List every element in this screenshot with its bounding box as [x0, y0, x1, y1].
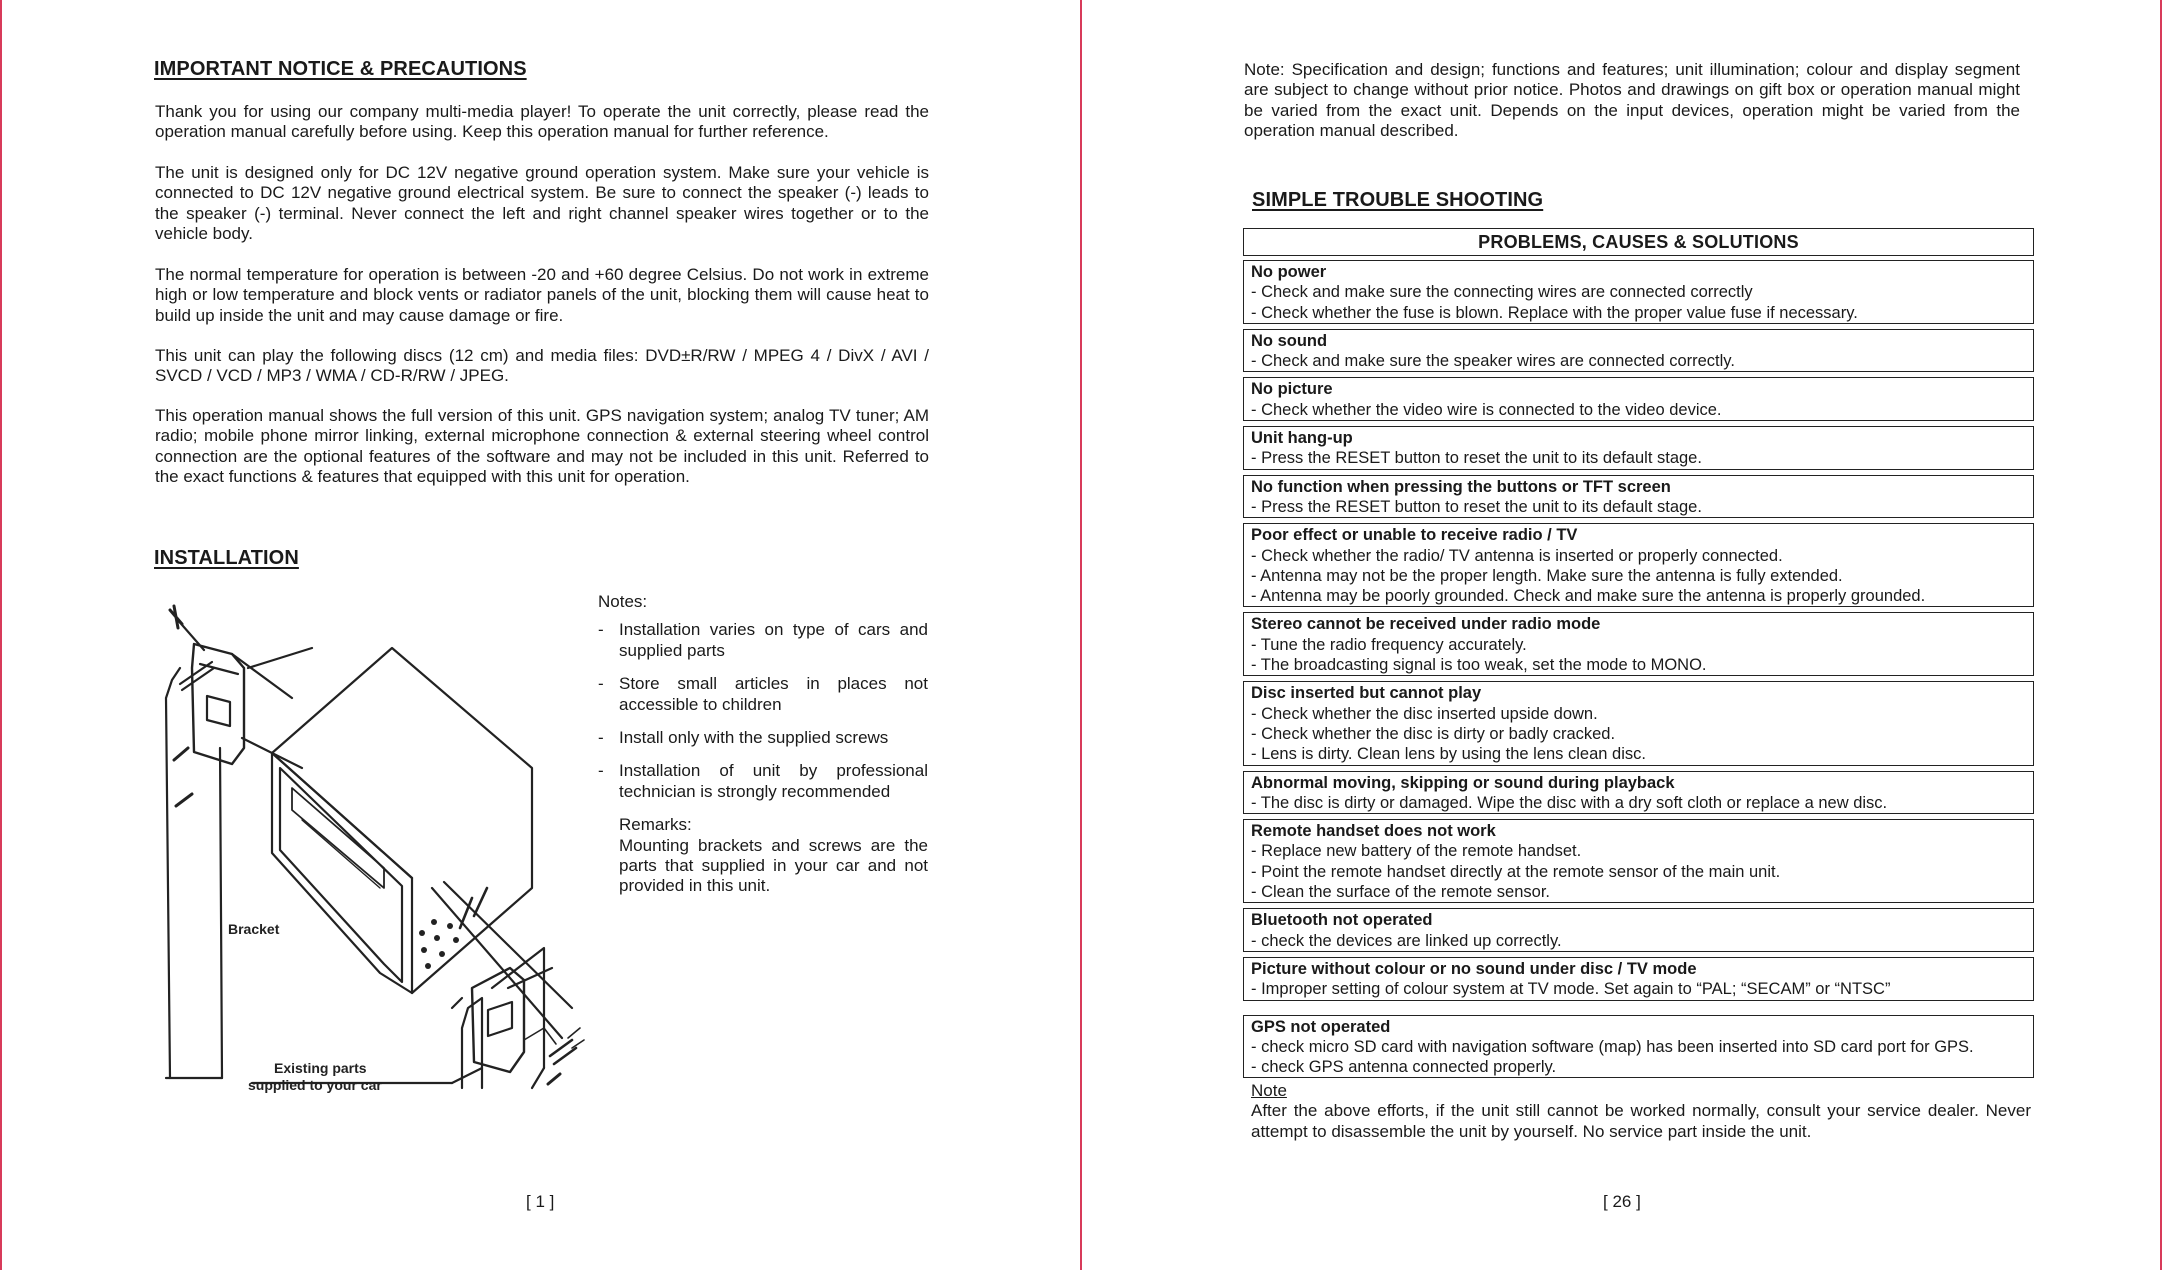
- table-row: [1243, 957, 2034, 1001]
- remarks-title: Remarks:: [619, 815, 692, 835]
- solution-line: - check the devices are linked up correctly.: [1251, 931, 1562, 950]
- page-number-left: [ 1 ]: [526, 1192, 555, 1211]
- label-supplied-to-car: supplied to your car: [248, 1077, 382, 1093]
- closing-note: [1251, 1081, 2031, 1142]
- note-item: [598, 620, 928, 661]
- specification-note: Note: Specification and design; functions and features; unit illumination; colour and display segment are subject to change without prior notice. Photos and drawings on gift box or operation manual might be varied from the exact unit. Depends on the input devices, operation might be varied from the operation manual described.: [1244, 60, 2020, 141]
- solution-line: - Antenna may not be the proper length. Make sure the antenna is fully extended.: [1251, 566, 1843, 585]
- note-dash: -: [598, 620, 604, 640]
- note-dash: -: [598, 761, 604, 781]
- solution-line: - Check whether the video wire is connected to the video device.: [1251, 400, 1722, 419]
- solution-line: - check micro SD card with navigation software (map) has been inserted into SD card port for GPS.: [1251, 1037, 1974, 1056]
- problem-title: Abnormal moving, skipping or sound during playback: [1251, 773, 1675, 792]
- paragraph-discs: This unit can play the following discs (12 cm) and media files: DVD±R/RW / MPEG 4 / DivX / AVI / SVCD / VCD / MP3 / WMA / CD-R/RW / JPEG.: [155, 346, 929, 386]
- note-text: Installation of unit by professional technician is strongly recommended: [619, 761, 928, 801]
- problem-title: No function when pressing the buttons or TFT screen: [1251, 477, 1671, 496]
- note-text: Install only with the supplied screws: [619, 728, 889, 748]
- heading-installation: INSTALLATION: [154, 547, 299, 569]
- solution-line: - The broadcasting signal is too weak, set the mode to MONO.: [1251, 656, 1707, 675]
- note-dash: -: [598, 728, 604, 748]
- problem-title: No power: [1251, 263, 1327, 281]
- right-page: [1080, 0, 2162, 1270]
- solution-line: - check GPS antenna connected properly.: [1251, 1058, 1557, 1077]
- problem-title: Bluetooth not operated: [1251, 911, 1433, 930]
- paragraph-temperature: The normal temperature for operation is between -20 and +60 degree Celsius. Do not work in extreme high or low temperature and block vents or radiator panels of the unit, blocking them will cause heat to build up inside the unit and may cause damage or fire.: [155, 265, 929, 325]
- problem-title: No picture: [1251, 380, 1333, 399]
- paragraph-dc-12v: The unit is designed only for DC 12V negative ground operation system. Make sure your vehicle is connected to DC 12V negative ground electrical system. Be sure to connect the speaker (-) leads to the speaker (-) terminal. Never connect the left and right channel speaker wires together or to the vehicle body.: [155, 163, 929, 244]
- table-row: [1243, 475, 2034, 519]
- problem-title: Picture without colour or no sound under disc / TV mode: [1251, 959, 1697, 978]
- problem-title: Stereo cannot be received under radio mode: [1251, 615, 1601, 634]
- solution-line: - Replace new battery of the remote handset.: [1251, 842, 1582, 861]
- note-dash: -: [598, 674, 604, 694]
- note-item: [598, 728, 928, 748]
- note-item: [598, 674, 928, 715]
- remarks-text: Mounting brackets and screws are the parts that supplied in your car and not provided in this unit.: [619, 835, 928, 896]
- table-row: [1243, 523, 2034, 607]
- heading-important-notice: IMPORTANT NOTICE & PRECAUTIONS: [154, 58, 527, 80]
- label-bracket: Bracket: [228, 921, 280, 937]
- paragraph-thank-you: Thank you for using our company multi-media player! To operate the unit correctly, please read the operation manual carefully before using. Keep this operation manual for further reference.: [155, 102, 929, 142]
- left-bracket: [192, 644, 244, 764]
- heading-trouble-shooting: SIMPLE TROUBLE SHOOTING: [1252, 189, 1544, 211]
- note-label: Note: [1251, 1081, 1287, 1100]
- left-page: [0, 0, 1080, 1270]
- table-row: [1243, 771, 2034, 815]
- solution-line: - Check whether the radio/ TV antenna is inserted or properly connected.: [1251, 546, 1783, 565]
- table-row: [1243, 1015, 2034, 1079]
- left-car-panel: [166, 668, 180, 1078]
- problem-title: Poor effect or unable to receive radio / TV: [1251, 526, 1578, 545]
- problem-title: Remote handset does not work: [1251, 822, 1496, 841]
- paragraph-full-version: This operation manual shows the full version of this unit. GPS navigation system; analog TV tuner; AM radio; mobile phone mirror linking, external microphone connection & external steering wheel control connection are the optional features of the software and may not be included in this unit. Referred to the exact functions & features that equipped with this unit for operation.: [155, 406, 929, 487]
- problem-title: GPS not operated: [1251, 1017, 1391, 1036]
- solution-line: - Lens is dirty. Clean lens by using the lens clean disc.: [1251, 745, 1646, 764]
- solution-line: - Antenna may be poorly grounded. Check and make sure the antenna is properly grounded.: [1251, 587, 1926, 606]
- page-number-right: [ 26 ]: [1603, 1192, 1641, 1211]
- notes-title: Notes:: [598, 592, 648, 611]
- problem-title: Disc inserted but cannot play: [1251, 684, 1482, 703]
- solution-line: - Press the RESET button to reset the unit to its default stage.: [1251, 497, 1702, 516]
- table-row: [1243, 819, 2034, 903]
- solution-line: - The disc is dirty or damaged. Wipe the disc with a dry soft cloth or replace a new disc.: [1251, 793, 1888, 812]
- solution-line: - Improper setting of colour system at TV mode. Set again to “PAL; “SECAM” or “NTSC”: [1251, 980, 1891, 999]
- note-item: [598, 761, 928, 802]
- table-header: PROBLEMS, CAUSES & SOLUTIONS: [1243, 228, 2034, 256]
- solution-line: - Check whether the disc is dirty or badly cracked.: [1251, 724, 1616, 743]
- table-row: [1243, 681, 2034, 765]
- note-text: Installation varies on type of cars and supplied parts: [619, 620, 928, 660]
- installation-diagram: [152, 588, 592, 1098]
- label-existing-parts: Existing parts: [274, 1060, 367, 1076]
- problem-title: No sound: [1251, 331, 1328, 350]
- solution-line: - Point the remote handset directly at the remote sensor of the main unit.: [1251, 862, 1781, 881]
- note-text: After the above efforts, if the unit still cannot be worked normally, consult your service dealer. Never attempt to disassemble the unit by yourself. No service part inside the unit.: [1251, 1101, 2031, 1141]
- table-row: [1243, 908, 2034, 952]
- solution-line: - Clean the surface of the remote sensor.: [1251, 883, 1550, 902]
- trouble-shooting-table: [1243, 228, 2034, 1083]
- solution-line: - Check and make sure the speaker wires are connected correctly.: [1251, 352, 1735, 371]
- table-row: [1243, 426, 2034, 470]
- table-row: [1243, 612, 2034, 676]
- table-row: [1243, 377, 2034, 421]
- solution-line: - Tune the radio frequency accurately.: [1251, 635, 1527, 654]
- table-row: [1243, 260, 2034, 324]
- solution-line: - Check and make sure the connecting wires are connected correctly: [1251, 283, 1753, 302]
- solution-line: - Check whether the fuse is blown. Replace with the proper value fuse if necessary.: [1251, 303, 1858, 322]
- solution-line: - Press the RESET button to reset the unit to its default stage.: [1251, 449, 1702, 468]
- solution-line: - Check whether the disc inserted upside down.: [1251, 704, 1598, 723]
- problem-title: Unit hang-up: [1251, 429, 1353, 448]
- installation-notes: [598, 592, 928, 897]
- note-text: Store small articles in places not accessible to children: [619, 674, 928, 714]
- table-row: [1243, 329, 2034, 373]
